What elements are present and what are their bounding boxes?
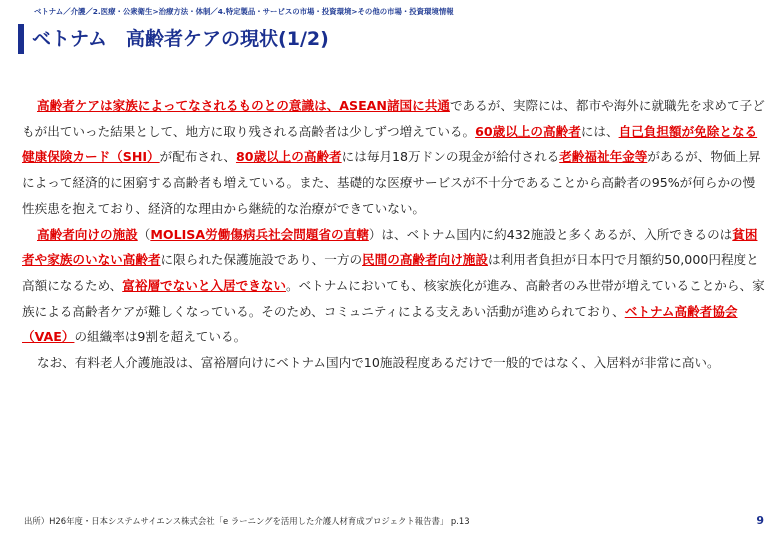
highlighted-phrase: 80歳以上の高齢者 bbox=[235, 149, 342, 165]
page-title: ベトナム 高齢者ケアの現状(1/2) bbox=[32, 28, 329, 50]
body-text bbox=[22, 93, 767, 376]
text-segment: があるが、物価上昇によって経済的に困窮する高齢者も増えている。また、基礎的な医療サービスが不十分であることから高齢者の95%が何らかの慢性疾患を抱えており、経済的な理由から継続的な治療ができていない。 bbox=[22, 149, 761, 216]
text-segment: が配布され、 bbox=[159, 149, 236, 165]
title-accent-bar bbox=[18, 24, 24, 54]
text-segment: に限られた保護施設であり、一方の bbox=[160, 252, 363, 268]
highlighted-phrase: 60歳以上の高齢者 bbox=[475, 123, 581, 139]
text-segment: であるが、実際には、都市や海外に就職先を求めて子どもが出ていった結果として、地方に取り残される高齢者は少しずつ増えている。 bbox=[22, 98, 765, 139]
highlighted-phrase: 富裕層でないと入居できない bbox=[122, 277, 286, 293]
text-segment: なお、有料老人介護施設は、富裕層向けにベトナム国内で10施設程度あるだけで一般的ではなく、入居料が非常に高い。 bbox=[37, 355, 720, 371]
text-segment: には毎月18万ドンの現金が給付される bbox=[341, 149, 560, 165]
page-number: 9 bbox=[756, 514, 764, 527]
highlighted-phrase: ベトナム高齢者協会（VAE） bbox=[22, 303, 738, 345]
highlighted-phrase: 老齢福祉年金等 bbox=[559, 149, 648, 165]
text-segment: の組織率は9割を超えている。 bbox=[74, 329, 247, 345]
text-segment: （ bbox=[137, 226, 151, 242]
highlighted-phrase: MOLISA労働傷病兵社会問題省の直轄 bbox=[150, 226, 369, 242]
highlighted-phrase: 貧困者や家族のいない高齢者 bbox=[22, 226, 758, 268]
text-segment: には、 bbox=[580, 123, 619, 139]
highlighted-phrase: 高齢者向けの施設 bbox=[37, 226, 138, 242]
highlighted-phrase: 自己負担額が免除となる健康保険カード（SHI） bbox=[22, 123, 758, 165]
paragraph-2 bbox=[22, 222, 767, 351]
text-segment: は利用者負担が日本円で月額約50,000円程度と高額になるため、 bbox=[22, 252, 759, 293]
text-segment: 。ベトナムにおいても、核家族化が進み、高齢者のみ世帯が増えていることから、家族による高齢者ケアが難しくなっている。そのため、コミュニティによる支えあい活動が進められており、 bbox=[22, 277, 765, 319]
paragraph-1 bbox=[22, 93, 767, 222]
highlighted-phrase: 高齢者ケアは家族によってなされるものとの意識は、ASEAN諸国に共通 bbox=[37, 98, 450, 113]
breadcrumb: ベトナム／介護／2.医療・公衆衛生>治療方法・体制／4.特定製品・サービスの市場・投資環境>その他の市場・投資環境情報 bbox=[34, 7, 454, 16]
highlighted-phrase: 民間の高齢者向け施設 bbox=[362, 252, 488, 268]
paragraph-3 bbox=[22, 350, 767, 376]
source-footnote: 出所）H26年度・日本システムサイエンス株式会社「e ラーニングを活用した介護人材育成プロジェクト報告書」 p.13 bbox=[24, 516, 470, 526]
text-segment: ）は、ベトナム国内に約432施設と多くあるが、入所できるのは bbox=[368, 226, 733, 242]
